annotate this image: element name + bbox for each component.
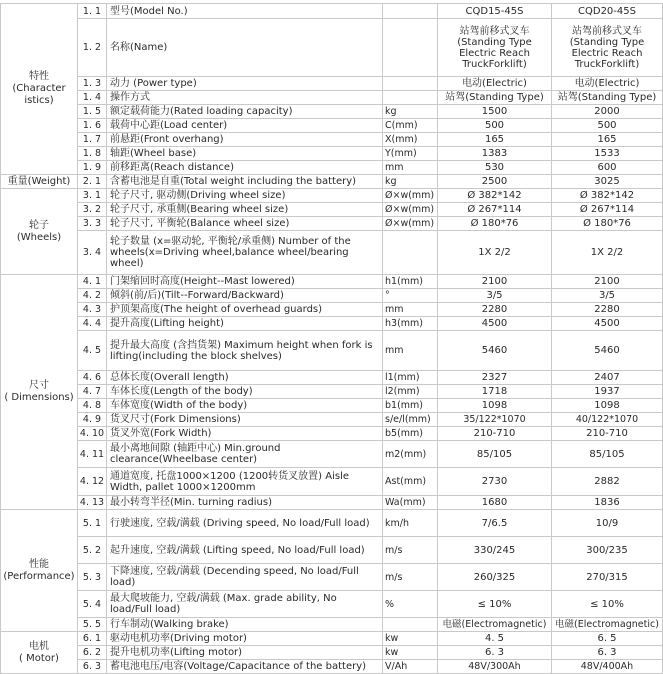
- value-model-2: 40/122*1070: [552, 413, 663, 427]
- row-unit: X(mm): [383, 133, 438, 147]
- row-name: 提升电机功率(Lifting motor): [107, 646, 383, 660]
- value-model-2: 2000: [552, 105, 663, 119]
- row-name: 通道宽度, 托盘1000×1200 (1200转货叉放置) Aisle Width, pallet 1000×1200mm: [107, 468, 383, 496]
- row-name: 动力 (Power type): [107, 77, 383, 91]
- row-number: 6. 2: [78, 646, 107, 660]
- row-number: 1. 1: [78, 4, 107, 19]
- value-model-1: 2500: [438, 175, 552, 189]
- table-row: [1, 303, 663, 317]
- row-number: 4. 8: [78, 399, 107, 413]
- table-row: [1, 660, 663, 674]
- table-row: [1, 413, 663, 427]
- row-unit: Wa(mm): [383, 496, 438, 510]
- table-row: [1, 119, 663, 133]
- row-number: 4. 10: [78, 427, 107, 441]
- row-name: 最小转弯半径(Min. turning radius): [107, 496, 383, 510]
- row-number: 3. 2: [78, 203, 107, 217]
- value-model-2: 10/9: [552, 510, 663, 537]
- row-number: 6. 1: [78, 632, 107, 646]
- table-row: [1, 147, 663, 161]
- row-name: 操作方式: [107, 91, 383, 105]
- table-row: [1, 203, 663, 217]
- row-unit: l1(mm): [383, 371, 438, 385]
- row-name: 轮子尺寸, 驱动侧(Driving wheel size): [107, 189, 383, 203]
- row-unit: V/Ah: [383, 660, 438, 674]
- value-model-2: 1937: [552, 385, 663, 399]
- specification-table: [0, 3, 663, 674]
- value-model-1: 1680: [438, 496, 552, 510]
- value-model-2: 6. 3: [552, 646, 663, 660]
- value-model-2: 2407: [552, 371, 663, 385]
- row-unit: mm: [383, 161, 438, 175]
- table-row: [1, 399, 663, 413]
- value-model-2: 1098: [552, 399, 663, 413]
- row-unit: [383, 77, 438, 91]
- row-name: 名称(Name): [107, 19, 383, 77]
- table-row: [1, 331, 663, 371]
- table-row: [1, 646, 663, 660]
- value-model-2: 1836: [552, 496, 663, 510]
- row-number: 1. 7: [78, 133, 107, 147]
- table-row: [1, 161, 663, 175]
- value-model-1: 站驾(Standing Type): [438, 91, 552, 105]
- row-number: 4. 2: [78, 289, 107, 303]
- table-row: [1, 385, 663, 399]
- value-model-1: 站驾前移式叉车 (Standing Type Electric Reach TruckForklift): [438, 19, 552, 77]
- row-number: 3. 1: [78, 189, 107, 203]
- category-label-zh: 重量(Weight): [7, 175, 71, 187]
- row-unit: °: [383, 289, 438, 303]
- row-name: 载荷中心距(Load center): [107, 119, 383, 133]
- value-model-2: 4500: [552, 317, 663, 331]
- value-model-1: 530: [438, 161, 552, 175]
- row-unit: [383, 618, 438, 632]
- value-model-1: 165: [438, 133, 552, 147]
- value-model-1: Ø 382*142: [438, 189, 552, 203]
- value-model-1: Ø 180*76: [438, 217, 552, 231]
- row-number: 5. 5: [78, 618, 107, 632]
- category-motor: [1, 632, 78, 674]
- row-number: 2. 1: [78, 175, 107, 189]
- value-model-2: 48V/400Ah: [552, 660, 663, 674]
- table-row: [1, 427, 663, 441]
- row-name: 最大爬坡能力, 空载/满载 (Max. grade ability, No load/Full load): [107, 591, 383, 618]
- row-name: 行驶速度, 空载/满载 (Driving speed, No load/Full load): [107, 510, 383, 537]
- value-model-1: 1X 2/2: [438, 231, 552, 275]
- table-row: [1, 217, 663, 231]
- value-model-1: 4500: [438, 317, 552, 331]
- row-unit: [383, 4, 438, 19]
- value-model-2: 2882: [552, 468, 663, 496]
- table-row: [1, 496, 663, 510]
- table-row: [1, 19, 663, 77]
- value-model-1: 1718: [438, 385, 552, 399]
- value-model-2: Ø 267*114: [552, 203, 663, 217]
- value-model-2: CQD20-45S: [552, 4, 663, 19]
- value-model-2: 6. 5: [552, 632, 663, 646]
- category-label-zh: 轮子: [29, 219, 49, 231]
- value-model-1: 2327: [438, 371, 552, 385]
- row-number: 5. 4: [78, 591, 107, 618]
- row-name: 下降速度, 空载/满载 (Decending speed, No load/Full load): [107, 564, 383, 591]
- value-model-1: 48V/300Ah: [438, 660, 552, 674]
- value-model-1: Ø 267*114: [438, 203, 552, 217]
- value-model-1: 5460: [438, 331, 552, 371]
- row-unit: mm: [383, 303, 438, 317]
- value-model-1: 260/325: [438, 564, 552, 591]
- table-row: [1, 564, 663, 591]
- value-model-1: 210-710: [438, 427, 552, 441]
- row-name: 行车制动(Walking brake): [107, 618, 383, 632]
- category-label-zh: 尺寸: [29, 380, 49, 391]
- table-row: [1, 537, 663, 564]
- row-name: 驱动电机功率(Driving motor): [107, 632, 383, 646]
- row-unit: [383, 231, 438, 275]
- value-model-1: 7/6.5: [438, 510, 552, 537]
- row-number: 6. 3: [78, 660, 107, 674]
- value-model-1: 330/245: [438, 537, 552, 564]
- row-number: 4. 7: [78, 385, 107, 399]
- value-model-2: 3/5: [552, 289, 663, 303]
- row-unit: [383, 19, 438, 77]
- value-model-1: 1500: [438, 105, 552, 119]
- row-unit: kg: [383, 175, 438, 189]
- value-model-2: 600: [552, 161, 663, 175]
- row-number: 1. 5: [78, 105, 107, 119]
- table-row: [1, 105, 663, 119]
- value-model-1: 电动(Electric): [438, 77, 552, 91]
- row-name: 轮子尺寸, 平衡轮(Balance wheel size): [107, 217, 383, 231]
- row-number: 5. 1: [78, 510, 107, 537]
- row-name: 提升高度(Lifting height): [107, 317, 383, 331]
- value-model-2: 300/235: [552, 537, 663, 564]
- row-number: 5. 2: [78, 537, 107, 564]
- row-unit: s/e/l(mm): [383, 413, 438, 427]
- table-row: [1, 77, 663, 91]
- row-name: 护顶架高度(The height of overhead guards): [107, 303, 383, 317]
- row-name: 货叉尺寸(Fork Dimensions): [107, 413, 383, 427]
- row-name: 车体长度(Length of the body): [107, 385, 383, 399]
- value-model-2: 站驾前移式叉车 (Standing Type Electric Reach TruckForklift): [552, 19, 663, 77]
- row-unit: kw: [383, 632, 438, 646]
- category-wheels: [1, 189, 78, 275]
- row-number: 4. 13: [78, 496, 107, 510]
- row-unit: Ast(mm): [383, 468, 438, 496]
- value-model-2: ≤ 10%: [552, 591, 663, 618]
- row-name: 最小离地间隙 (轴距中心) Min.ground clearance(Wheelbase center): [107, 441, 383, 468]
- row-number: 1. 6: [78, 119, 107, 133]
- table-row: [1, 91, 663, 105]
- category-dimensions: [1, 275, 78, 510]
- row-unit: C(mm): [383, 119, 438, 133]
- value-model-1: 4. 5: [438, 632, 552, 646]
- row-name: 轴距(Wheel base): [107, 147, 383, 161]
- value-model-1: 6. 3: [438, 646, 552, 660]
- category-label-zh: 特性: [29, 71, 49, 82]
- category-label-en: ( Motor): [19, 652, 59, 664]
- row-unit: mm: [383, 331, 438, 371]
- table-row: [1, 189, 663, 203]
- row-number: 3. 4: [78, 231, 107, 275]
- table-row: [1, 510, 663, 537]
- table-row: [1, 618, 663, 632]
- value-model-1: 85/105: [438, 441, 552, 468]
- table-row: [1, 275, 663, 289]
- row-number: 4. 4: [78, 317, 107, 331]
- row-unit: kg: [383, 105, 438, 119]
- value-model-2: 270/315: [552, 564, 663, 591]
- category-label-en: (Character istics): [12, 83, 66, 106]
- row-unit: h3(mm): [383, 317, 438, 331]
- value-model-1: 电磁(Electromagnetic): [438, 618, 552, 632]
- value-model-2: 3025: [552, 175, 663, 189]
- row-number: 4. 11: [78, 441, 107, 468]
- row-name: 轮子数量 (x=驱动轮, 平衡轮/承重侧) Number of the wheels(x=Driving wheel,balance wheel/bearing wheel): [107, 231, 383, 275]
- row-name: 蓄电池电压/电容(Voltage/Capacitance of the battery): [107, 660, 383, 674]
- table-row: [1, 468, 663, 496]
- row-name: 提升最大高度 (含挡货架) Maximum height when fork is lifting(including the block shelves): [107, 331, 383, 371]
- row-unit: kw: [383, 646, 438, 660]
- row-unit: h1(mm): [383, 275, 438, 289]
- row-name: 型号(Model No.): [107, 4, 383, 19]
- value-model-1: 35/122*1070: [438, 413, 552, 427]
- row-number: 1. 4: [78, 91, 107, 105]
- table-row: [1, 441, 663, 468]
- row-number: 5. 3: [78, 564, 107, 591]
- row-name: 轮子尺寸, 承重侧(Bearing wheel size): [107, 203, 383, 217]
- row-name: 货叉外宽(Fork Width): [107, 427, 383, 441]
- row-unit: l2(mm): [383, 385, 438, 399]
- row-number: 4. 12: [78, 468, 107, 496]
- row-number: 1. 3: [78, 77, 107, 91]
- table-row: [1, 317, 663, 331]
- category-label-en: (Performance): [3, 570, 75, 582]
- table-row: [1, 591, 663, 618]
- row-name: 含蓄电池是自重(Total weight including the battery): [107, 175, 383, 189]
- value-model-1: CQD15-45S: [438, 4, 552, 19]
- table-row: [1, 133, 663, 147]
- row-number: 4. 1: [78, 275, 107, 289]
- row-number: 4. 3: [78, 303, 107, 317]
- value-model-2: 站驾(Standing Type): [552, 91, 663, 105]
- row-name: 前移距离(Reach distance): [107, 161, 383, 175]
- row-unit: m/s: [383, 537, 438, 564]
- category-performance: [1, 510, 78, 632]
- value-model-2: 1X 2/2: [552, 231, 663, 275]
- row-name: 车体宽度(Width of the body): [107, 399, 383, 413]
- value-model-2: 2280: [552, 303, 663, 317]
- category-label-zh: 电机: [29, 640, 49, 652]
- category-label-en: (Wheels): [16, 231, 62, 243]
- row-number: 1. 8: [78, 147, 107, 161]
- value-model-2: 165: [552, 133, 663, 147]
- row-unit: Ø×w(mm): [383, 203, 438, 217]
- row-name: 起升速度, 空载/满载 (Lifting speed, No load/Full load): [107, 537, 383, 564]
- value-model-2: Ø 180*76: [552, 217, 663, 231]
- category-label-en: ( Dimensions): [4, 392, 74, 403]
- row-name: 额定载荷能力(Rated loading capacity): [107, 105, 383, 119]
- value-model-1: 1383: [438, 147, 552, 161]
- table-row: [1, 371, 663, 385]
- category-characteristics: [1, 4, 78, 175]
- row-unit: %: [383, 591, 438, 618]
- value-model-1: 1098: [438, 399, 552, 413]
- category-weight: [1, 175, 78, 189]
- row-number: 1. 2: [78, 19, 107, 77]
- row-unit: km/h: [383, 510, 438, 537]
- row-name: 倾斜(前/后)(Tilt--Forward/Backward): [107, 289, 383, 303]
- value-model-2: 电动(Electric): [552, 77, 663, 91]
- row-number: 1. 9: [78, 161, 107, 175]
- row-unit: [383, 91, 438, 105]
- table-row: [1, 4, 663, 19]
- row-unit: Y(mm): [383, 147, 438, 161]
- value-model-2: 2100: [552, 275, 663, 289]
- value-model-2: 5460: [552, 331, 663, 371]
- row-number: 3. 3: [78, 217, 107, 231]
- table-row: [1, 175, 663, 189]
- row-name: 前悬距(Front overhang): [107, 133, 383, 147]
- value-model-2: 1533: [552, 147, 663, 161]
- category-label-zh: 性能: [29, 558, 49, 570]
- row-number: 4. 5: [78, 331, 107, 371]
- value-model-1: ≤ 10%: [438, 591, 552, 618]
- value-model-2: 210-710: [552, 427, 663, 441]
- value-model-1: 2100: [438, 275, 552, 289]
- row-unit: b1(mm): [383, 399, 438, 413]
- table-row: [1, 632, 663, 646]
- value-model-2: 85/105: [552, 441, 663, 468]
- value-model-2: 电磁(Electromagnetic): [552, 618, 663, 632]
- value-model-2: Ø 382*142: [552, 189, 663, 203]
- value-model-1: 500: [438, 119, 552, 133]
- value-model-2: 500: [552, 119, 663, 133]
- row-unit: m2(mm): [383, 441, 438, 468]
- table-row: [1, 231, 663, 275]
- row-name: 门架缩回时高度(Height--Mast lowered): [107, 275, 383, 289]
- row-number: 4. 9: [78, 413, 107, 427]
- value-model-1: 2730: [438, 468, 552, 496]
- row-name: 总体长度(Overall length): [107, 371, 383, 385]
- row-unit: b5(mm): [383, 427, 438, 441]
- table-row: [1, 289, 663, 303]
- row-number: 4. 6: [78, 371, 107, 385]
- row-unit: Ø×w(mm): [383, 189, 438, 203]
- value-model-1: 3/5: [438, 289, 552, 303]
- value-model-1: 2280: [438, 303, 552, 317]
- row-unit: m/s: [383, 564, 438, 591]
- row-unit: Ø×w(mm): [383, 217, 438, 231]
